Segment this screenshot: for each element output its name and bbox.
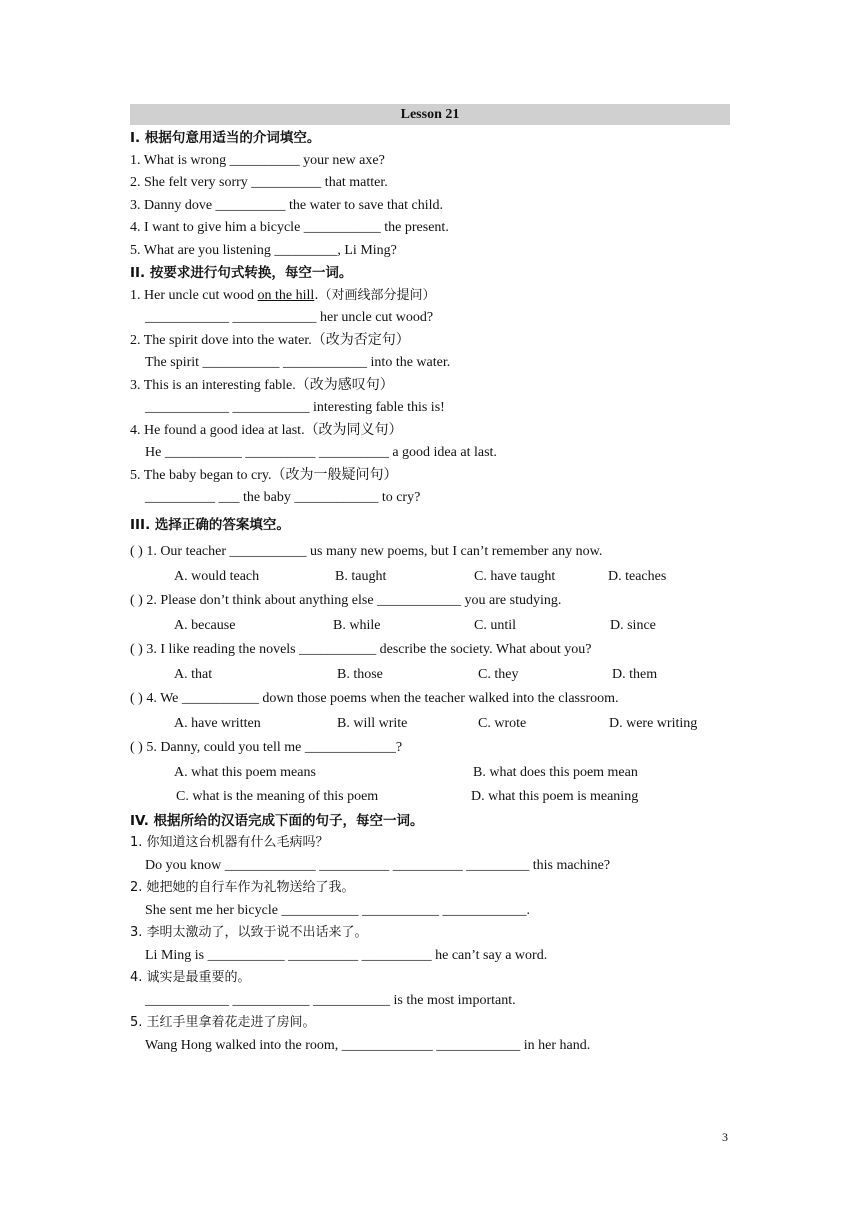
- s4-question-2: 2. 她把她的自行车作为礼物送给了我。: [130, 880, 355, 895]
- s3-options-2: [130, 614, 730, 639]
- s1-item-5: 5. What are you listening _________, Li Ming?: [130, 242, 397, 258]
- s2-question-4: 4. He found a good idea at last.（改为同义句）: [130, 422, 403, 438]
- underlined-phrase: on the hill: [257, 287, 315, 303]
- s4-answer-1: Do you know _____________ __________ __________ _________ this machine?: [145, 857, 611, 873]
- section-1-heading: I. 根据句意用适当的介词填空。: [130, 130, 321, 146]
- s2-question-1: 1. Her uncle cut wood on the hill.（对画线部分提问）: [130, 287, 436, 303]
- option-b: B. taught: [335, 568, 387, 584]
- s1-item-2: 2. She felt very sorry __________ that matter.: [130, 175, 388, 190]
- option-b: B. will write: [337, 715, 408, 731]
- s3-options-5b: [130, 785, 730, 810]
- s4-answer-4: ____________ ___________ ___________ is the most important.: [145, 992, 516, 1008]
- option-a: A. that: [174, 666, 213, 682]
- option-b: B. those: [337, 666, 383, 682]
- s2-answer-4: He ___________ __________ __________ a good idea at last.: [145, 445, 497, 460]
- option-d: D. them: [612, 666, 658, 682]
- option-d: D. since: [610, 617, 656, 633]
- s4-question-5: 5. 王红手里拿着花走进了房间。: [130, 1015, 316, 1030]
- section-3-heading: III. 选择正确的答案填空。: [130, 516, 290, 533]
- option-c: C. have taught: [474, 568, 556, 584]
- s2-answer-2: The spirit ___________ ____________ into the water.: [145, 355, 451, 370]
- option-d: D. were writing: [609, 715, 698, 731]
- s3-question-3: ( ) 3. I like reading the novels ___________ describe the society. What about you?: [130, 642, 592, 657]
- s3-question-5: ( ) 5. Danny, could you tell me _____________?: [130, 740, 403, 755]
- s4-question-3: 3. 李明太激动了，以致于说不出话来了。: [130, 925, 368, 940]
- s4-question-1: 1. 你知道这台机器有什么毛病吗？: [130, 835, 329, 850]
- s1-item-3: 3. Danny dove __________ the water to save that child.: [130, 197, 443, 213]
- option-b: B. what does this poem mean: [473, 764, 638, 780]
- s2-answer-3: ____________ ___________ interesting fable this is!: [145, 400, 445, 415]
- s4-answer-5: Wang Hong walked into the room, _____________ ____________ in her hand.: [145, 1037, 591, 1053]
- section-2-heading: II. 按要求进行句式转换，每空一词。: [130, 265, 353, 281]
- s3-options-5a: [130, 761, 730, 786]
- page-number: 3: [722, 1130, 728, 1144]
- s4-answer-3: Li Ming is ___________ __________ __________ he can’t say a word.: [145, 947, 548, 963]
- s2-question-2: 2. The spirit dove into the water.（改为否定句）: [130, 332, 410, 348]
- option-b: B. while: [333, 617, 381, 633]
- s2-answer-1: ____________ ____________ her uncle cut wood?: [145, 310, 434, 325]
- option-a: A. have written: [174, 715, 261, 731]
- s2-question-3: 3. This is an interesting fable.（改为感叹句）: [130, 377, 394, 393]
- s3-question-2: ( ) 2. Please don’t think about anything else ____________ you are studying.: [130, 593, 562, 608]
- s3-options-4: [130, 712, 730, 737]
- option-a: A. because: [174, 617, 236, 633]
- s2-question-5: 5. The baby began to cry.（改为一般疑问句）: [130, 467, 398, 483]
- option-d: D. what this poem is meaning: [471, 789, 639, 804]
- worksheet: [130, 104, 730, 1057]
- option-a: A. would teach: [174, 568, 260, 584]
- option-a: A. what this poem means: [174, 764, 316, 780]
- option-d: D. teaches: [608, 568, 667, 584]
- lesson-title: Lesson 21: [130, 104, 730, 125]
- option-c: C. what is the meaning of this poem: [176, 789, 379, 804]
- s1-item-4: 4. I want to give him a bicycle ___________ the present.: [130, 220, 449, 235]
- s3-question-4: ( ) 4. We ___________ down those poems when the teacher walked into the classroom.: [130, 691, 619, 706]
- section-4-heading: IV. 根据所给的汉语完成下面的句子，每空一词。: [130, 812, 424, 829]
- s4-question-4: 4. 诚实是最重要的。: [130, 970, 251, 985]
- option-c: C. wrote: [478, 715, 527, 731]
- s2-answer-5: __________ ___ the baby ____________ to cry?: [145, 490, 421, 505]
- option-c: C. they: [478, 666, 519, 682]
- s4-answer-2: She sent me her bicycle ___________ ___________ ____________.: [145, 902, 530, 918]
- s3-options-3: [130, 663, 730, 688]
- option-c: C. until: [474, 617, 517, 633]
- s3-options-1: [130, 565, 730, 590]
- s1-item-1: 1. What is wrong __________ your new axe?: [130, 152, 385, 168]
- s3-question-1: ( ) 1. Our teacher ___________ us many new poems, but I can’t remember any now.: [130, 544, 603, 559]
